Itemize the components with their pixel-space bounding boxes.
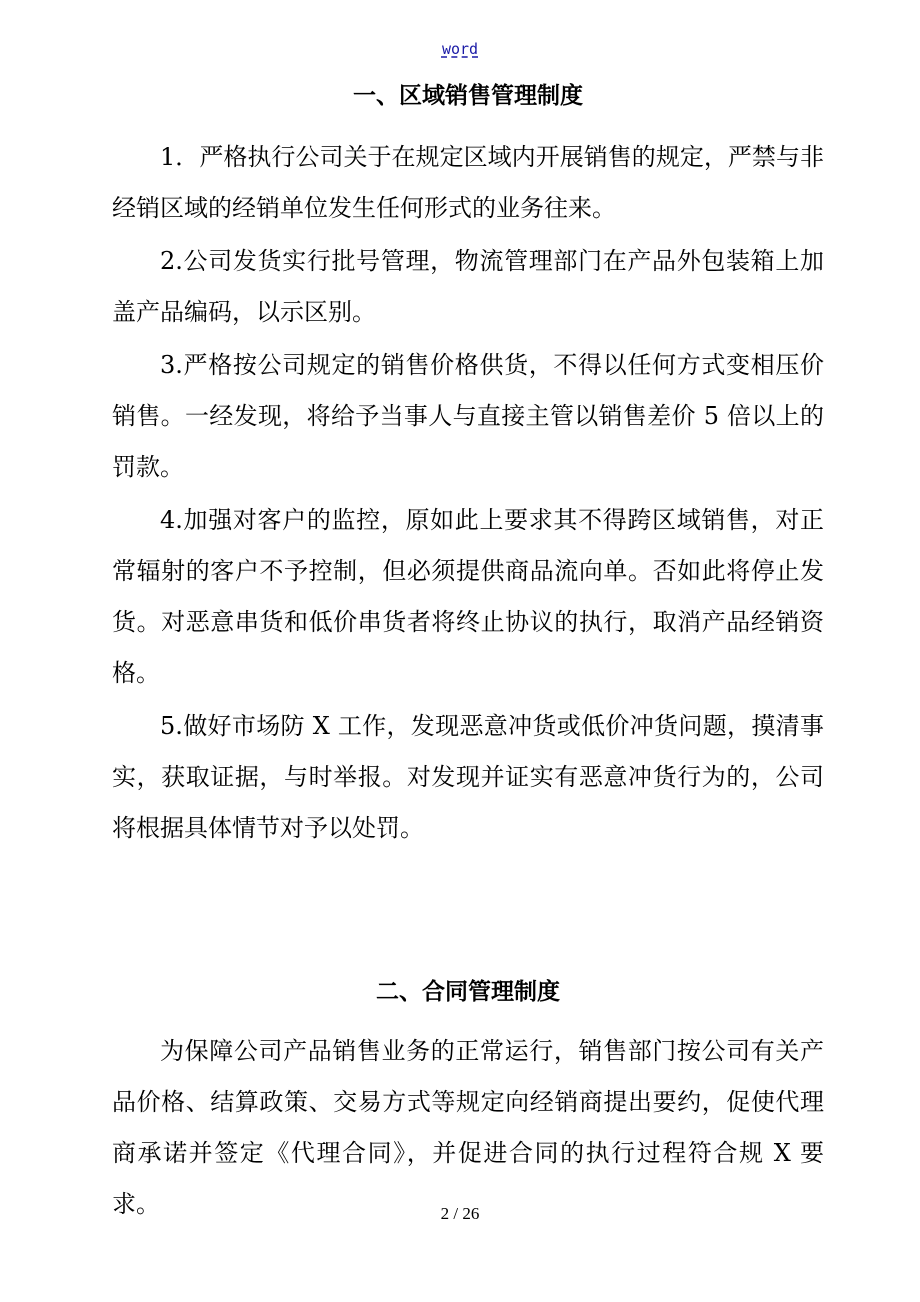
section-title-regional-sales: 一、区域销售管理制度	[353, 83, 583, 109]
section-gap	[112, 854, 824, 970]
paragraph-1: 1．严格执行公司关于在规定区域内开展销售的规定，严禁与非经销区域的经销单位发生任何形式的业务往来。	[112, 143, 824, 222]
page-number: 2 / 26	[440, 1204, 480, 1223]
header-word-link[interactable]: word	[441, 40, 479, 58]
document-body	[112, 74, 824, 1230]
paragraph-3: 3.严格按公司规定的销售价格供货，不得以任何方式变相压价销售。一经发现，将给予当事人与直接主管以销售差价 5 倍以上的罚款。	[112, 351, 824, 481]
section-title-contract: 二、合同管理制度	[376, 979, 560, 1005]
paragraph-2: 2.公司发货实行批号管理，物流管理部门在产品外包装箱上加盖产品编码，以示区别。	[112, 247, 824, 326]
paragraph-5: 5.做好市场防 X 工作，发现恶意冲货或低价冲货问题，摸清事实，获取证据，与时举报。对发现并证实有恶意冲货行为的，公司将根据具体情节对予以处罚。	[112, 712, 824, 842]
contract-paragraph: 为保障公司产品销售业务的正常运行，销售部门按公司有关产品价格、结算政策、交易方式等规定向经销商提出要约，促使代理商承诺并签定《代理合同》，并促进合同的执行过程符合规 X 要求。	[112, 1037, 824, 1218]
paragraph-4: 4.加强对客户的监控，原如此上要求其不得跨区域销售，对正常辐射的客户不予控制，但必须提供商品流向单。否如此将停止发货。对恶意串货和低价串货者将终止协议的执行，取消产品经销资格。	[112, 506, 824, 687]
